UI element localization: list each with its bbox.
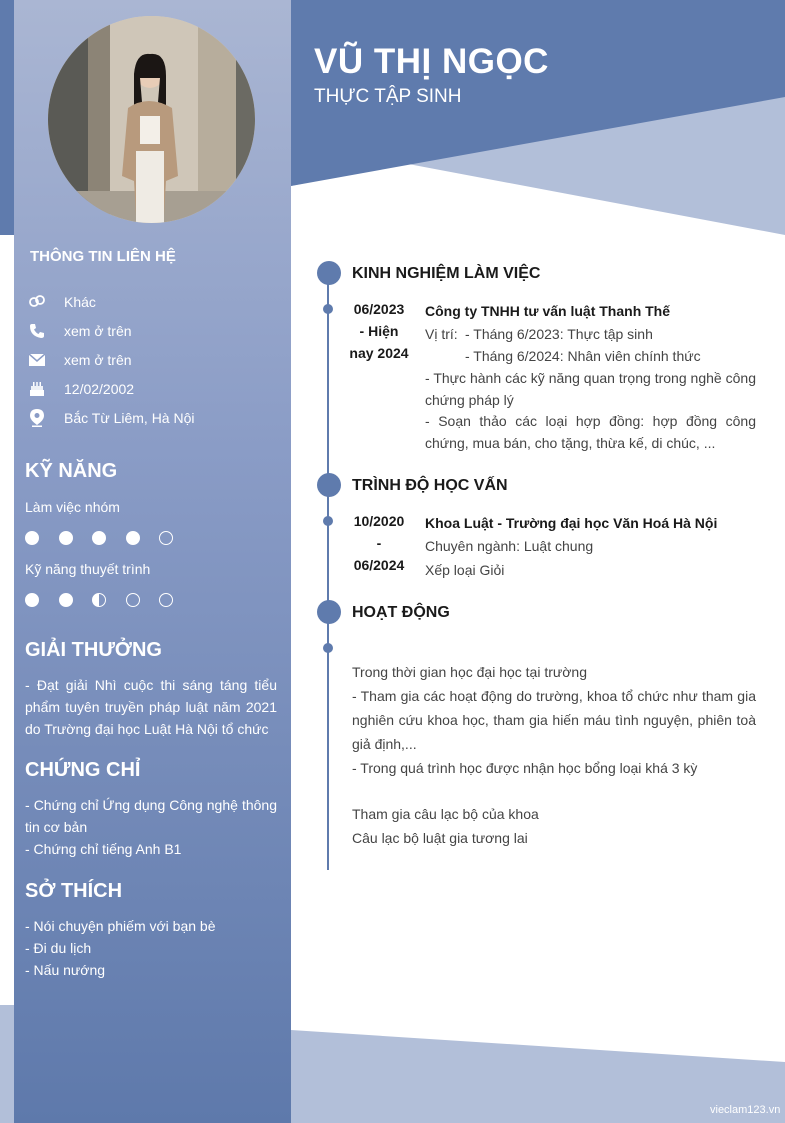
skill-rating	[25, 593, 193, 607]
experience-task: - Thực hành các kỹ năng quan trọng trong nghề công chứng pháp lý	[425, 370, 756, 408]
gender-icon	[28, 293, 46, 311]
location-pin-icon	[28, 409, 46, 427]
contact-email-text[interactable]: xem ở trên	[64, 352, 132, 368]
candidate-role: THỰC TẬP SINH	[314, 86, 462, 107]
experience-position: - Tháng 6/2024: Nhân viên chính thức	[465, 348, 701, 364]
watermark: vieclam123.vn	[710, 1104, 781, 1116]
timeline-entry-marker	[323, 304, 333, 314]
skill-dot	[92, 593, 106, 607]
date-line: 10/2020	[353, 513, 405, 529]
contact-address-text: Bắc Từ Liêm, Hà Nội	[64, 410, 195, 426]
contact-birthday-text: 12/02/2002	[64, 381, 135, 397]
hobby-line: - Nấu nướng	[25, 962, 106, 978]
hobby-line: - Đi du lịch	[25, 940, 92, 956]
skill-dot	[126, 531, 140, 545]
timeline-line	[327, 272, 329, 870]
contact-gender-text: Khác	[64, 294, 96, 310]
awards-line: - Đạt giải Nhì cuộc thi sáng táng tiểu phẩm tuyên truyền pháp luật năm 2021 do Trường đại học Luật Hà Nội tổ chức	[25, 677, 277, 737]
hobby-line: - Nói chuyện phiếm với bạn bè	[25, 918, 216, 934]
experience-date	[342, 298, 416, 364]
hobbies-content	[25, 915, 277, 981]
timeline-section-marker	[317, 600, 341, 624]
skills-section-title: KỸ NĂNG	[25, 460, 118, 482]
contact-section-title: THÔNG TIN LIÊN HỆ	[30, 248, 176, 265]
date-line: - Hiện	[359, 323, 399, 339]
certificate-line: - Chứng chỉ tiếng Anh B1	[25, 841, 182, 857]
activity-line: - Tham gia các hoạt động do trường, khoa tổ chức như tham gia nghiên cứu khoa học, tham gia hiến máu tình nguyện, phiên toà giả định,...	[352, 688, 756, 752]
date-line: 06/2024	[353, 557, 405, 573]
experience-company: Công ty TNHH tư vấn luật Thanh Thế	[425, 303, 671, 319]
contact-gender	[28, 292, 96, 312]
contact-phone	[28, 321, 132, 341]
contact-address	[28, 408, 195, 428]
contact-birthday	[28, 379, 134, 399]
email-icon	[28, 351, 46, 369]
skill-dot	[25, 593, 39, 607]
experience-position-label: Vị trí:	[425, 326, 458, 342]
activity-line: Câu lạc bộ luật gia tương lai	[352, 830, 528, 846]
skill-dot	[159, 593, 173, 607]
skill-name: Kỹ năng thuyết trình	[25, 561, 151, 577]
birthday-cake-icon	[28, 380, 46, 398]
date-line: -	[376, 535, 382, 551]
date-line: 06/2023	[353, 301, 405, 317]
skill-dot	[59, 531, 73, 545]
education-school: Khoa Luật - Trường đại học Văn Hoá Hà Nội	[425, 515, 718, 531]
left-bottom-accent	[0, 1005, 14, 1123]
education-grade: Xếp loại Giỏi	[425, 562, 505, 578]
timeline-section-marker	[317, 261, 341, 285]
contact-phone-text[interactable]: xem ở trên	[64, 323, 132, 339]
experience-position: - Tháng 6/2023: Thực tập sinh	[465, 326, 653, 342]
certificates-section-title: CHỨNG CHỈ	[25, 759, 141, 781]
timeline-entry-marker	[323, 643, 333, 653]
activities-paragraph	[352, 802, 756, 850]
skill-dot	[126, 593, 140, 607]
activity-line: Trong thời gian học đại học tại trường	[352, 664, 588, 680]
contact-email	[28, 350, 132, 370]
skill-dot	[92, 531, 106, 545]
skill-dot	[159, 531, 173, 545]
education-section-title: TRÌNH ĐỘ HỌC VẤN	[352, 477, 508, 494]
certificates-content	[25, 794, 277, 860]
skill-rating	[25, 531, 193, 545]
skill-name: Làm việc nhóm	[25, 499, 120, 515]
candidate-name: VŨ THỊ NGỌC	[314, 42, 549, 81]
certificate-line: - Chứng chỉ Ứng dụng Công nghệ thông tin cơ bản	[25, 797, 277, 835]
awards-content	[25, 674, 277, 740]
skill-dot	[25, 531, 39, 545]
experience-task: - Soạn thảo các loại hợp đồng: hợp đồng công chứng, mua bán, cho tặng, thừa kế, di chúc, ...	[425, 413, 756, 451]
skill-dot	[59, 593, 73, 607]
awards-section-title: GIẢI THƯỞNG	[25, 639, 162, 661]
activities-paragraph	[352, 660, 756, 780]
hobbies-section-title: SỞ THÍCH	[25, 880, 123, 902]
timeline-entry-marker	[323, 516, 333, 526]
profile-photo	[48, 16, 255, 223]
activities-section-title: HOẠT ĐỘNG	[352, 604, 450, 621]
activity-line: - Trong quá trình học được nhận học bổng loại khá 3 kỳ	[352, 760, 698, 776]
education-major: Chuyên ngành: Luật chung	[425, 538, 594, 554]
left-accent-strip	[0, 0, 14, 235]
date-line: nay 2024	[349, 345, 409, 361]
phone-icon	[28, 322, 46, 340]
education-date	[342, 510, 416, 576]
experience-section-title: KINH NGHIỆM LÀM VIỆC	[352, 265, 541, 282]
activity-line: Tham gia câu lạc bộ của khoa	[352, 806, 539, 822]
timeline-section-marker	[317, 473, 341, 497]
